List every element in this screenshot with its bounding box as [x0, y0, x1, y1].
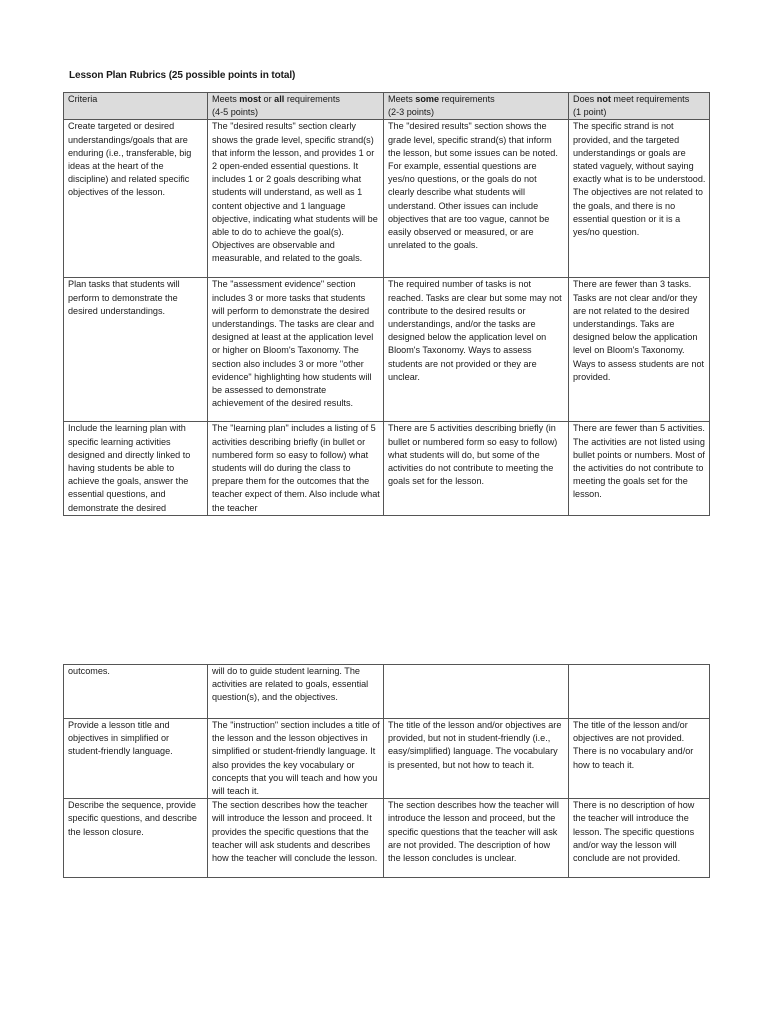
meets-most-cell: The "learning plan" includes a listing of 5 activities describing briefly (in bullet or numbered form so easy to follow) what students will do during the class to prepare them for the outcomes that the teacher expect of them. Also include what the teacher	[208, 422, 384, 515]
does-not-meet-cell: There are fewer than 3 tasks. Tasks are not clear and/or they are not related to the desired understandings. Taks are designed below the application level on Bloom's Taxonomy. Ways to assess students are not provided.	[569, 278, 710, 422]
header-emphasis: all	[274, 94, 285, 104]
does-not-meet-cell: The specific strand is not provided, and the targeted understandings or goals are stated vaguely, without saying exactly what is to be understood. The objectives are not related to the goals, and there is no essential question or it is a yes/no question.	[569, 120, 710, 278]
header-emphasis: some	[415, 94, 440, 104]
header-text: Does	[573, 94, 597, 104]
header-emphasis: most	[239, 94, 262, 104]
table-row	[64, 422, 710, 515]
criteria-cell: Include the learning plan with specific learning activities designed and directly linked to having students be able to achieve the goals, answer the essential questions, and demonstrate the desired	[64, 422, 208, 515]
meets-most-cell: The section describes how the teacher will introduce the lesson and proceed. It provides the specific questions that the teacher will ask students and describes how the teacher will conclude the lesson.	[208, 799, 384, 878]
criteria-cell: Plan tasks that students will perform to demonstrate the desired understandings.	[64, 278, 208, 422]
does-not-meet-cell: The title of the lesson and/or objectives are not provided. There is no vocabulary and/or how to teach it.	[569, 719, 710, 799]
meets-most-cell: The "assessment evidence" section includes 3 or more tasks that students will perform to demonstrate the desired understandings. The tasks are clear and designed at least at the application level or higher on Bloom's Taxonomy. The section also includes 3 or more "other evidence" highlighting how students will be assessed to demonstrate achievement of the desired results.	[208, 278, 384, 422]
header-criteria-label: Criteria	[68, 94, 98, 104]
table-row	[64, 278, 710, 422]
meets-some-cell: The title of the lesson and/or objectives are provided, but not in student-friendly (i.e., easy/simplified) language. The vocabulary is presented, but not how to teach it.	[384, 719, 569, 799]
does-not-meet-cell	[569, 665, 710, 719]
table-row	[64, 120, 710, 278]
header-points: (4-5 points)	[212, 107, 258, 118]
criteria-cell: Describe the sequence, provide specific questions, and describe the lesson closure.	[64, 799, 208, 878]
header-meets-most	[208, 93, 384, 120]
meets-some-cell: The required number of tasks is not reached. Tasks are clear but some may not contribute to the desired results or understandings, and/or the tasks are designed below the application level on Bloom's Taxonomy. Ways to assess students are not provided or they are unclear.	[384, 278, 569, 422]
header-criteria	[64, 93, 208, 120]
header-emphasis: not	[596, 94, 611, 104]
meets-most-cell: The "instruction" section includes a title of the lesson and the lesson objectives in simplified or student-friendly language. It also provides the key vocabulary or concepts that you will teach and how you will teach it.	[208, 719, 384, 799]
header-points: (2-3 points)	[388, 107, 434, 118]
does-not-meet-cell: There is no description of how the teacher will introduce the lesson. The specific questions and/or way the lesson will conclude are not provided.	[569, 799, 710, 878]
table-header-row	[64, 93, 710, 120]
header-text: requirements	[439, 94, 495, 104]
header-text: Meets	[212, 94, 240, 104]
meets-some-cell: The section describes how the teacher will introduce the lesson and proceed, but the specific questions that the teacher will ask are not provided. The description of how the lesson concludes is unclear.	[384, 799, 569, 878]
header-text: Meets	[388, 94, 416, 104]
meets-some-cell: There are 5 activities describing briefly (in bullet or numbered form so easy to follow) what students will do, but some of the activities do not contribute to meeting the goals set for the lesson.	[384, 422, 569, 515]
meets-some-cell	[384, 665, 569, 719]
header-meets-some	[384, 93, 569, 120]
table-row	[64, 719, 710, 799]
header-does-not-meet	[569, 93, 710, 120]
meets-most-cell: will do to guide student learning. The activities are related to goals, essential question(s), and the objectives.	[208, 665, 384, 719]
header-text: requirements	[284, 94, 340, 104]
header-text: or	[261, 94, 275, 104]
does-not-meet-cell: There are fewer than 5 activities. The activities are not listed using bullet points or numbers. Most of the activities do not contribute to meeting the goals set for the lesson.	[569, 422, 710, 515]
rubric-table-continued	[63, 664, 710, 878]
document-title: Lesson Plan Rubrics (25 possible points in total)	[69, 70, 296, 81]
table-row	[64, 799, 710, 878]
meets-some-cell: The "desired results" section shows the grade level, specific strand(s) that inform the lesson, but some issues can be noted. For example, essential questions are yes/no questions, or the goals do not clearly describe what students will understand. Other issues can include objectives that are too vague, cannot be easily observed or measured, or are unrelated to the goals.	[384, 120, 569, 278]
header-text: meet requirements	[610, 94, 690, 104]
criteria-cell: outcomes.	[64, 665, 208, 719]
criteria-cell: Provide a lesson title and objectives in simplified or student-friendly language.	[64, 719, 208, 799]
criteria-cell: Create targeted or desired understandings/goals that are enduring (i.e., transferable, big ideas at the heart of the discipline) and related specific objectives of the lesson.	[64, 120, 208, 278]
header-points: (1 point)	[573, 107, 607, 118]
table-row-continuation	[64, 665, 710, 719]
meets-most-cell: The "desired results" section clearly shows the grade level, specific strand(s) that inform the lesson, and provides 1 or 2 open-ended essential questions. It includes 1 or 2 goals describing what students will understand, as well as 1 content objective and 1 language objective, indicating what students will be able to do to achieve the goal(s). Objectives are observable and measurable, and related to the goals.	[208, 120, 384, 278]
rubric-table	[63, 92, 710, 516]
